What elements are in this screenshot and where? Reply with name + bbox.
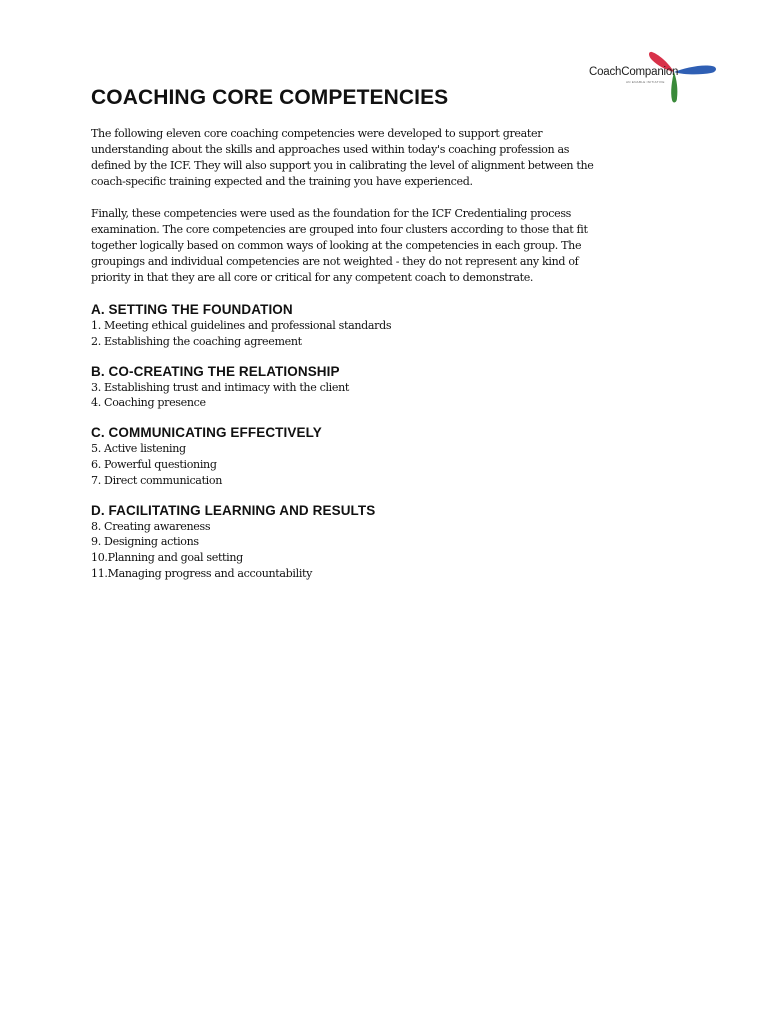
page-title: COACHING CORE COMPETENCIES <box>91 86 449 109</box>
paragraph-line: Finally, these competencies were used as the foundation for the ICF Credentialing process <box>91 207 572 220</box>
competency-item: 4. Coaching presence <box>91 396 206 410</box>
intro-paragraph-1 <box>91 126 671 190</box>
section-co-creating-the-relationship <box>91 364 671 412</box>
section-heading: C. COMMUNICATING EFFECTIVELY <box>91 425 322 441</box>
competency-item: 11.Managing progress and accountability <box>91 566 313 580</box>
document-body <box>91 84 671 596</box>
section-heading: B. CO-CREATING THE RELATIONSHIP <box>91 363 340 379</box>
section-facilitating-learning-and-results <box>91 503 671 582</box>
intro-paragraph-2 <box>91 206 671 286</box>
paragraph-line: priority in that they are all core or critical for any competent coach to demonstrate. <box>91 271 534 284</box>
competency-item: 3. Establishing trust and intimacy with the client <box>91 380 349 394</box>
competency-item: 1. Meeting ethical guidelines and professional standards <box>91 319 392 332</box>
competency-item: 10.Planning and goal setting <box>91 551 243 565</box>
logo-tagline: AN ENABLE INITIATIVE <box>626 80 665 84</box>
paragraph-line: coach-specific training expected and the training you have experienced. <box>91 175 473 188</box>
paragraph-line: understanding about the skills and approaches used within today's coaching profession as <box>91 143 570 156</box>
competency-item: 9. Designing actions <box>91 535 199 549</box>
paragraph-line: together logically based on common ways of looking at the competencies in each group. The <box>91 239 582 252</box>
section-heading: D. FACILITATING LEARNING AND RESULTS <box>91 502 376 518</box>
paragraph-line: defined by the ICF. They will also support you in calibrating the level of alignment between the <box>91 159 594 172</box>
paragraph-line: The following eleven core coaching competencies were developed to support greater <box>91 127 543 140</box>
logo-wordmark: CoachCompanion <box>589 66 679 78</box>
competency-item: 5. Active listening <box>91 442 186 456</box>
section-setting-the-foundation <box>91 302 671 350</box>
competency-item: 8. Creating awareness <box>91 519 211 533</box>
paragraph-line: groupings and individual competencies are not weighted - they do not represent any kind of <box>91 255 579 268</box>
competency-item: 2. Establishing the coaching agreement <box>91 334 302 348</box>
section-heading: A. SETTING THE FOUNDATION <box>91 302 293 317</box>
competency-item: 6. Powerful questioning <box>91 457 217 471</box>
section-communicating-effectively <box>91 425 671 488</box>
competency-item: 7. Direct communication <box>91 473 222 487</box>
paragraph-line: examination. The core competencies are grouped into four clusters according to those that fit <box>91 223 588 236</box>
